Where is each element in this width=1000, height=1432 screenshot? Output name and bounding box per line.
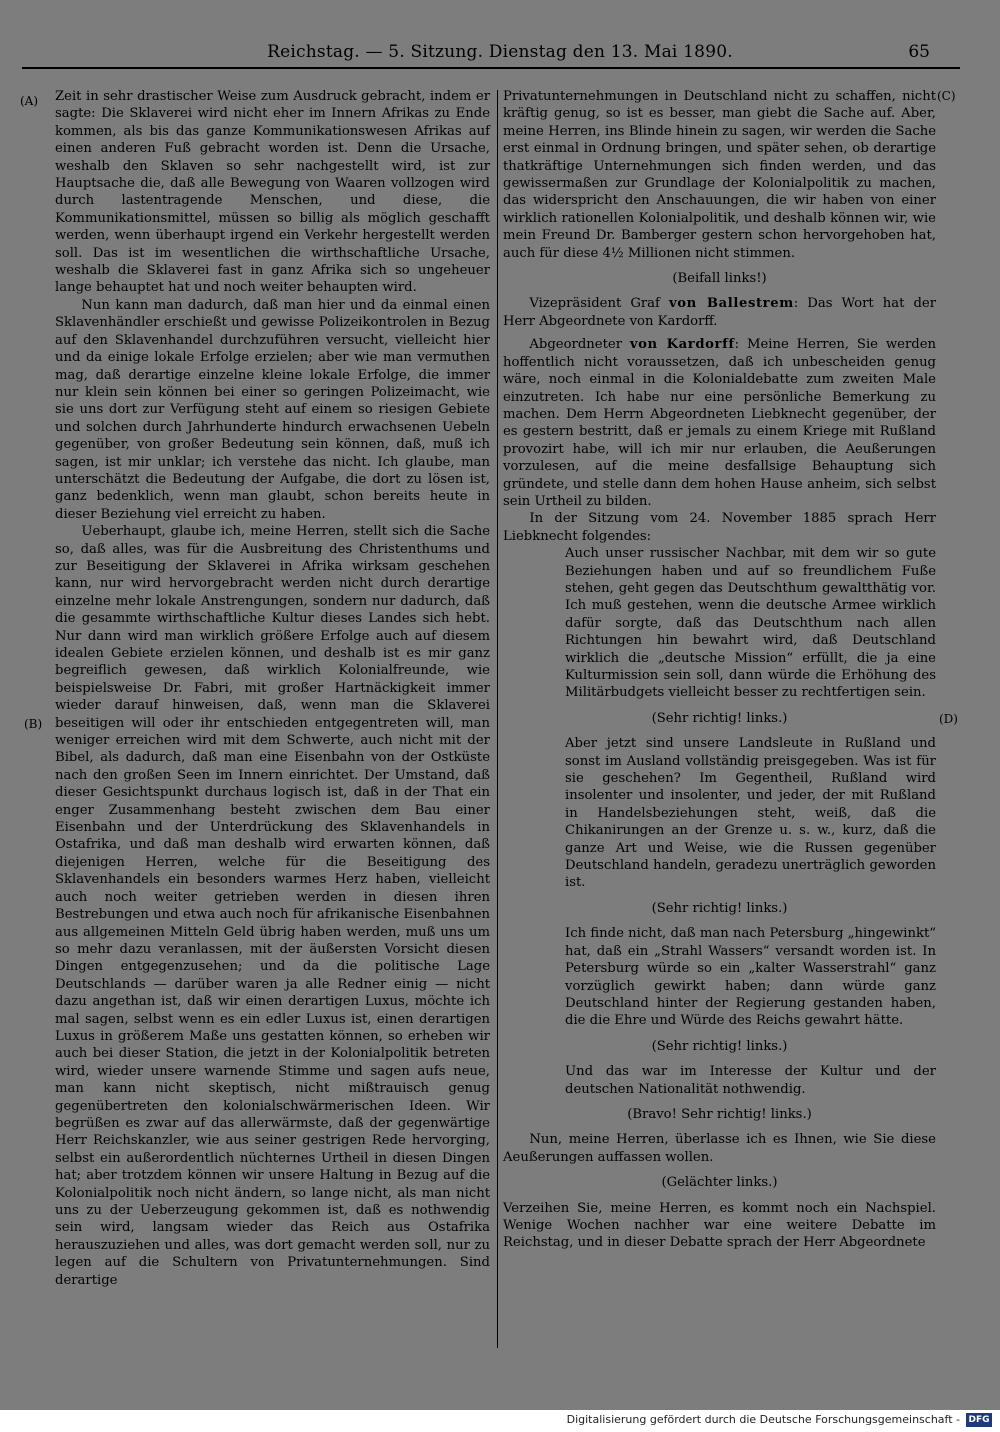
speaker-name-ballestrem: von Ballestrem xyxy=(668,296,794,312)
interjection-1: (Sehr richtig! links.) xyxy=(651,710,788,726)
right-paragraph-1: Privatunternehmungen in Deutschland nicht zu schaffen, nicht kräftig genug, so ist es besser, man giebt die Sache auf. Aber, meine Herren, ins Blinde hinein zu sagen, wir werden die Sache erst einmal in Ordnung bringen, und später sehen, ob derartige thatkräftige Unternehmungen sich finden werden, und das gewissermaßen zur Grundlage der Kolonialpolitik zu machen, das widerspricht den Anschauungen, die wir haben von einer wirklich rationellen Kolonialpolitik, und deshalb können wir, wie mein Freund Dr. Bamberger gestern schon hervorgehoben hat, auch für diese 4½ Millionen nicht stimmen. xyxy=(503,89,936,261)
vizepraesident-paragraph xyxy=(503,295,936,330)
header-title: Reichstag. — 5. Sitzung. Dienstag den 13. Mai 1890. xyxy=(267,42,733,62)
running-header xyxy=(20,42,980,68)
margin-marker-c: (C) xyxy=(937,89,956,103)
kd-rest: : Meine Herren, Sie werden hoffentlich nicht voraussetzen, daß ich unbescheiden genug wäre, noch einmal in die Kolonialdebatte zum zweiten Male einzutreten. Ich habe nur eine persönliche Bemerkung zu machen. Dem Herrn Abgeordneten Liebknecht gegenüber, der es gestern bestritt, daß er jemals zu einem Kriege mit Rußland provozirt habe, will ich mir nur erlauben, die Aeußerungen vorzulesen, auf die meine desfallsige Behauptung sich gründete, und stelle dann dem hohen Hause anheim, sich selbst sein Urtheil zu bilden. xyxy=(503,337,936,509)
margin-marker-d: (D) xyxy=(939,712,958,726)
vp-prefix: Vizepräsident Graf xyxy=(529,296,669,312)
margin-marker-a: (A) xyxy=(20,94,39,108)
quote-1: Auch unser russischer Nachbar, mit dem wir so gute Beziehungen haben und auf so freundlichem Fuße stehen, geht gegen das Deutschthum gewaltthätig vor. Ich muß gestehen, wenn die deutsche Armee wirklich dafür sorgte, daß das Deutschthum nach allen Richtungen hin bewahrt wird, daß Deutschland wirklich die „deutsche Mission“ erfüllt, die ja eine Kulturmission sein soll, dann würde die Erhöhung des Militärbudgets vielleicht besser zu rechtfertigen sein. xyxy=(565,546,936,701)
interjection-4: (Bravo! Sehr richtig! links.) xyxy=(627,1106,812,1122)
left-paragraph-2: Nun kann man dadurch, daß man hier und da einmal einen Sklavenhändler erschießt und gewisse Polizeikontrolen in Bezug auf den Sklavenhandel durchzuführen versucht, vielleicht hier und da einige lokale Erfolge erzielen; aber wie man vermuthen mag, daß derartige einzelne kleine lokale Erfolge, die immer nur klein sein können bei einer so geringen Polizeimacht, wie sie uns dort zur Verfügung steht auf einem so riesigen Gebiete und solchen durch Jahrhunderte hindurch erwachsenen Uebeln gegenüber, von großer Bedeutung sein können, daß, muß ich sagen, ist mir unklar; ich verstehe das nicht. Ich glaube, man unterschätzt die Bedeutung der Aufgabe, die dort zu lösen ist, ganz bedenklich, wenn man glaubt, schon bereits heute in dieser Beziehung viel erreicht zu haben. xyxy=(55,297,490,522)
quote-4: Und das war im Interesse der Kultur und der deutschen Nationalität nothwendig. xyxy=(565,1064,936,1097)
sitzung-paragraph: In der Sitzung vom 24. November 1885 sprach Herr Liebknecht folgendes: xyxy=(503,511,936,544)
footer-text: Digitalisierung gefördert durch die Deutsche Forschungsgemeinschaft - xyxy=(566,1413,960,1426)
column-divider xyxy=(497,90,498,1348)
page-number: 65 xyxy=(908,42,930,62)
right-column xyxy=(503,88,936,1252)
interjection-5: (Gelächter links.) xyxy=(661,1175,778,1191)
left-paragraph-3: Ueberhaupt, glaube ich, meine Herren, stellt sich die Sache so, daß alles, was für die Ausbreitung des Christenthums und zur Beseitigung der Sklaverei in Afrika wirksam geschehen kann, nur wird hervorgebracht werden nicht durch derartige einzelne mehr lokale Anstrengungen, sondern nur dadurch, daß die gesammte wirthschaftliche Kultur dieses Landes sich hebt. Nur dann wird man wirklich größere Erfolge auch auf diesem idealen Gebiete erzielen können, und deshalb ist es mir ganz begreiflich gewesen, daß wirklich Kolonialfreunde, wie beispielsweise Dr. Fabri, mit großer Hartnäckigkeit immer wieder darauf hinweisen, daß, wenn man die Sklaverei beseitigen will oder ihr entschieden entgegentreten will, man weniger erreichen wird mit dem Schwerte, auch nicht mit der Bibel, als dadurch, daß man eine Eisenbahn von der Ostküste nach den großen Seen im Innern einrichtet. Der Umstand, daß dieser Gesichtspunkt durchaus logisch ist, daß in der That ein enger Zusammenhang besteht zwischen dem Bau einer Eisenbahn und der Unterdrückung des Sklavenhandels in Ostafrika, und daß man deshalb wird erwarten können, daß diejenigen Herren, welche für die Beseitigung des Sklavenhandels ein besonders warmes Herz haben, vielleicht auch noch weiter getrieben werden in diesen ihren Bestrebungen und etwa auch noch für afrikanische Eisenbahnen aus allgemeinen Mitteln Geld übrig haben werden, muß uns um so mehr dazu veranlassen, mit der äußersten Vorsicht diesen Dingen entgegenzusehen; und da die politische Lage Deutschlands — darüber waren ja alle Redner einig — nicht dazu angethan ist, daß wir einen derartigen Luxus, möchte ich mal sagen, selbst wenn es ein edler Luxus ist, einen derartigen Luxus in größerem Maße uns gestatten können, so erheben wir auch bei dieser Station, die jetzt in der Kolonialpolitik betreten wird, wieder unsere warnende Stimme und sagen aufs neue, man kann nicht skeptisch, nicht mißtrauisch genug gegenübertreten den kolonialschwärmerischen Ideen. Wir begrüßen es zwar auf das allerwärmste, daß der gegenwärtige Herr Reichskanzler, wie aus seiner gestrigen Rede hervorging, selbst ein außerordentlich nüchternes Urtheil in diesen Dingen hat; aber trotzdem können wir unsere Haltung in Bezug auf die Kolonialpolitik noch nicht ändern, so lange nicht, als man nicht uns zu der Ueberzeugung gekommen ist, daß es nothwendig sein wird, langsam wieder das Reich aus Ostafrika herauszuziehen und alles, was dort gemacht werden soll, nur zu legen auf die Schultern von Privatunternehmungen. Sind derartige xyxy=(55,524,490,1288)
vp-rest: : Das Wort hat der Herr Abgeordnete von Kardorff. xyxy=(503,296,937,329)
digitization-footer xyxy=(0,1410,1000,1432)
last-paragraph: Verzeihen Sie, meine Herren, es kommt noch ein Nachspiel. Wenige Wochen nachher war eine weitere Debatte im Reichstag, und in dieser Debatte sprach der Herr Abgeordnete xyxy=(503,1200,936,1251)
quote-3: Ich finde nicht, daß man nach Petersburg „hingewinkt“ hat, daß ein „Strahl Wassers“ versandt worden ist. In Petersburg würde so ein „kalter Wasserstrahl“ ganz vorzüglich gewirkt haben; dann würde ganz Deutschland hinter der Regierung gestanden haben, die die Ehre und Würde des Reichs gewahrt hätte. xyxy=(565,926,936,1029)
quote-2: Aber jetzt sind unsere Landsleute in Rußland und sonst im Ausland vollständig preisgegeben. Was ist für sie geschehen? Im Gegentheil, Rußland wird insolenter und insolenter, und jeder, der mit Rußland in Handelsbeziehungen steht, weiß, daß die Chikanirungen an der Grenze u. s. w., kurz, daß die ganze Art und Weise, wie die Russen gegenüber Deutschland handeln, geradezu unerträglich geworden ist. xyxy=(565,736,936,891)
nun-paragraph: Nun, meine Herren, überlasse ich es Ihnen, wie Sie diese Aeußerungen auffassen wollen. xyxy=(503,1132,936,1165)
speaker-name-kardorff: von Kardorff xyxy=(629,337,735,353)
dfg-logo: DFG xyxy=(966,1413,992,1427)
left-paragraph-1: Zeit in sehr drastischer Weise zum Ausdruck gebracht, indem er sagte: Die Sklaverei wird nicht eher im Innern Afrikas zu Ende kommen, als bis das ganze Kommunikationswesen Afrikas auf einen anderen Fuß gebracht worden ist. Denn die Ursache, weshalb den Sklaven so sehr nachgestellt wird, ist zur Hauptsache die, daß alle Bewegung von Waaren vollzogen wird durch lastentragende Menschen, und diese, die Kommunikationsmittel, müssen so billig als möglich geschafft werden, wenn überhaupt irgend ein Verkehr hergestellt werden soll. Das ist im wesentlichen die wirthschaftliche Ursache, weshalb die Sklaverei fast in ganz Afrika sich so ungeheuer lange behauptet hat und noch weiter behaupten wird. xyxy=(55,89,490,296)
interjection-beifall: (Beifall links!) xyxy=(672,271,767,287)
interjection-3: (Sehr richtig! links.) xyxy=(651,1038,788,1054)
left-column xyxy=(55,88,490,1289)
margin-marker-b: (B) xyxy=(24,717,43,731)
kd-prefix: Abgeordneter xyxy=(529,337,630,353)
header-rule xyxy=(22,67,960,69)
interjection-2: (Sehr richtig! links.) xyxy=(651,900,788,916)
kardorff-paragraph xyxy=(503,336,936,510)
